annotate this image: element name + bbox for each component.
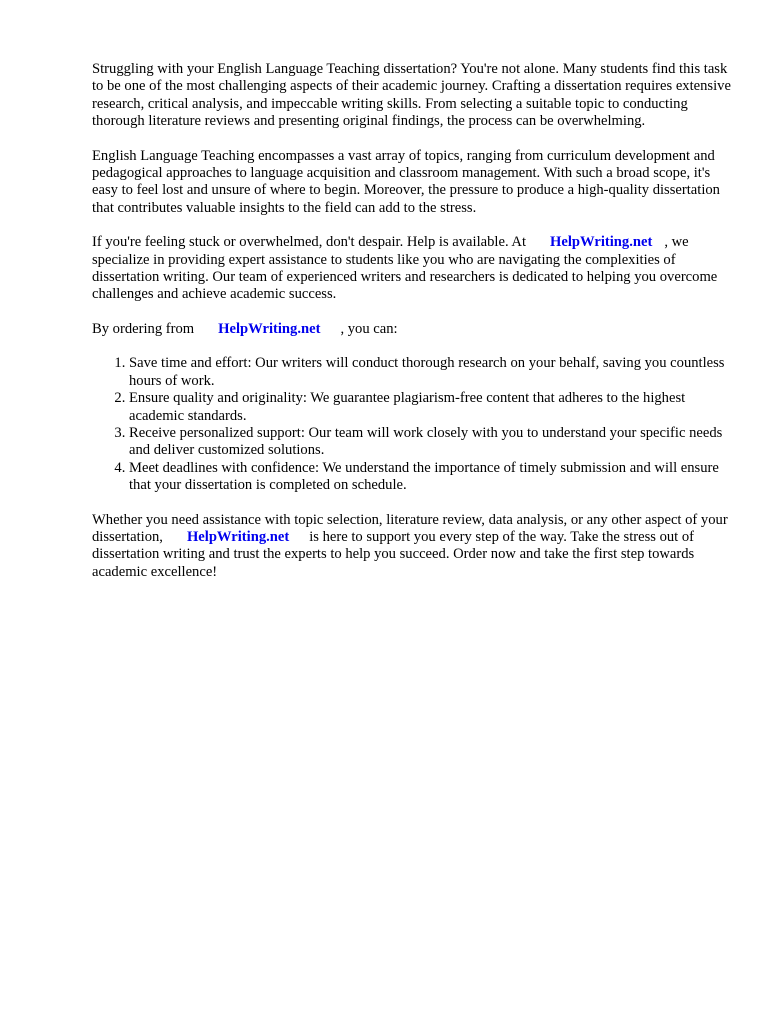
help-text-after: , we specialize in providing expert assistance to students like you who are navigating the complexities of dissertation writing. Our team of experienced writers and researchers is dedicated to helping you overcome challenges and achieve academic success. <box>92 234 718 303</box>
helpwriting-link[interactable]: HelpWriting.net <box>186 528 290 545</box>
closing-text-after: is here to support you every step of the way. Take the stress out of dissertation writing and trust the experts to help you succeed. Order now and take the first step towards academic excellence! <box>92 528 695 580</box>
list-item: 1. Save time and effort: Our writers will conduct thorough research on your behalf, saving you countless hours of work. <box>129 355 732 390</box>
ordering-text-after: , you can: <box>340 320 398 337</box>
paragraph-ordering <box>92 321 732 338</box>
paragraph-topics: English Language Teaching encompasses a vast array of topics, ranging from curriculum development and pedagogical approaches to language acquisition and classroom management. With such a broad scope, it's easy to feel lost and unsure of where to begin. Moreover, the pressure to produce a high-quality dissertation that contributes valuable insights to the field can add to the stress. <box>92 147 720 216</box>
help-text-before: If you're feeling stuck or overwhelmed, don't despair. Help is available. At <box>92 234 527 251</box>
ordering-text-before: By ordering from <box>92 320 195 337</box>
benefits-list <box>92 355 732 494</box>
paragraph-closing <box>92 512 732 582</box>
list-item: 2. Ensure quality and originality: We guarantee plagiarism-free content that adheres to the highest academic standards. <box>129 390 732 425</box>
list-item: 3. Receive personalized support: Our team will work closely with you to understand your specific needs and deliver customized solutions. <box>129 425 732 460</box>
helpwriting-link[interactable]: HelpWriting.net <box>218 320 321 337</box>
paragraph-help <box>92 234 732 304</box>
list-item: 4. Meet deadlines with confidence: We understand the importance of timely submission and will ensure that your dissertation is completed on schedule. <box>129 460 732 495</box>
document-body <box>92 61 732 598</box>
closing-text-before: Whether you need assistance with topic selection, literature review, data analysis, or any other aspect of your dissertation, <box>92 511 728 545</box>
paragraph-intro: Struggling with your English Language Teaching dissertation? You're not alone. Many students find this task to be one of the most challenging aspects of their academic journey. Crafting a dissertation requires extensive research, critical analysis, and impeccable writing skills. From selecting a suitable topic to conducting thorough literature reviews and presenting original findings, the process can be overwhelming. <box>92 61 731 130</box>
helpwriting-link[interactable]: HelpWriting.net <box>550 234 653 251</box>
